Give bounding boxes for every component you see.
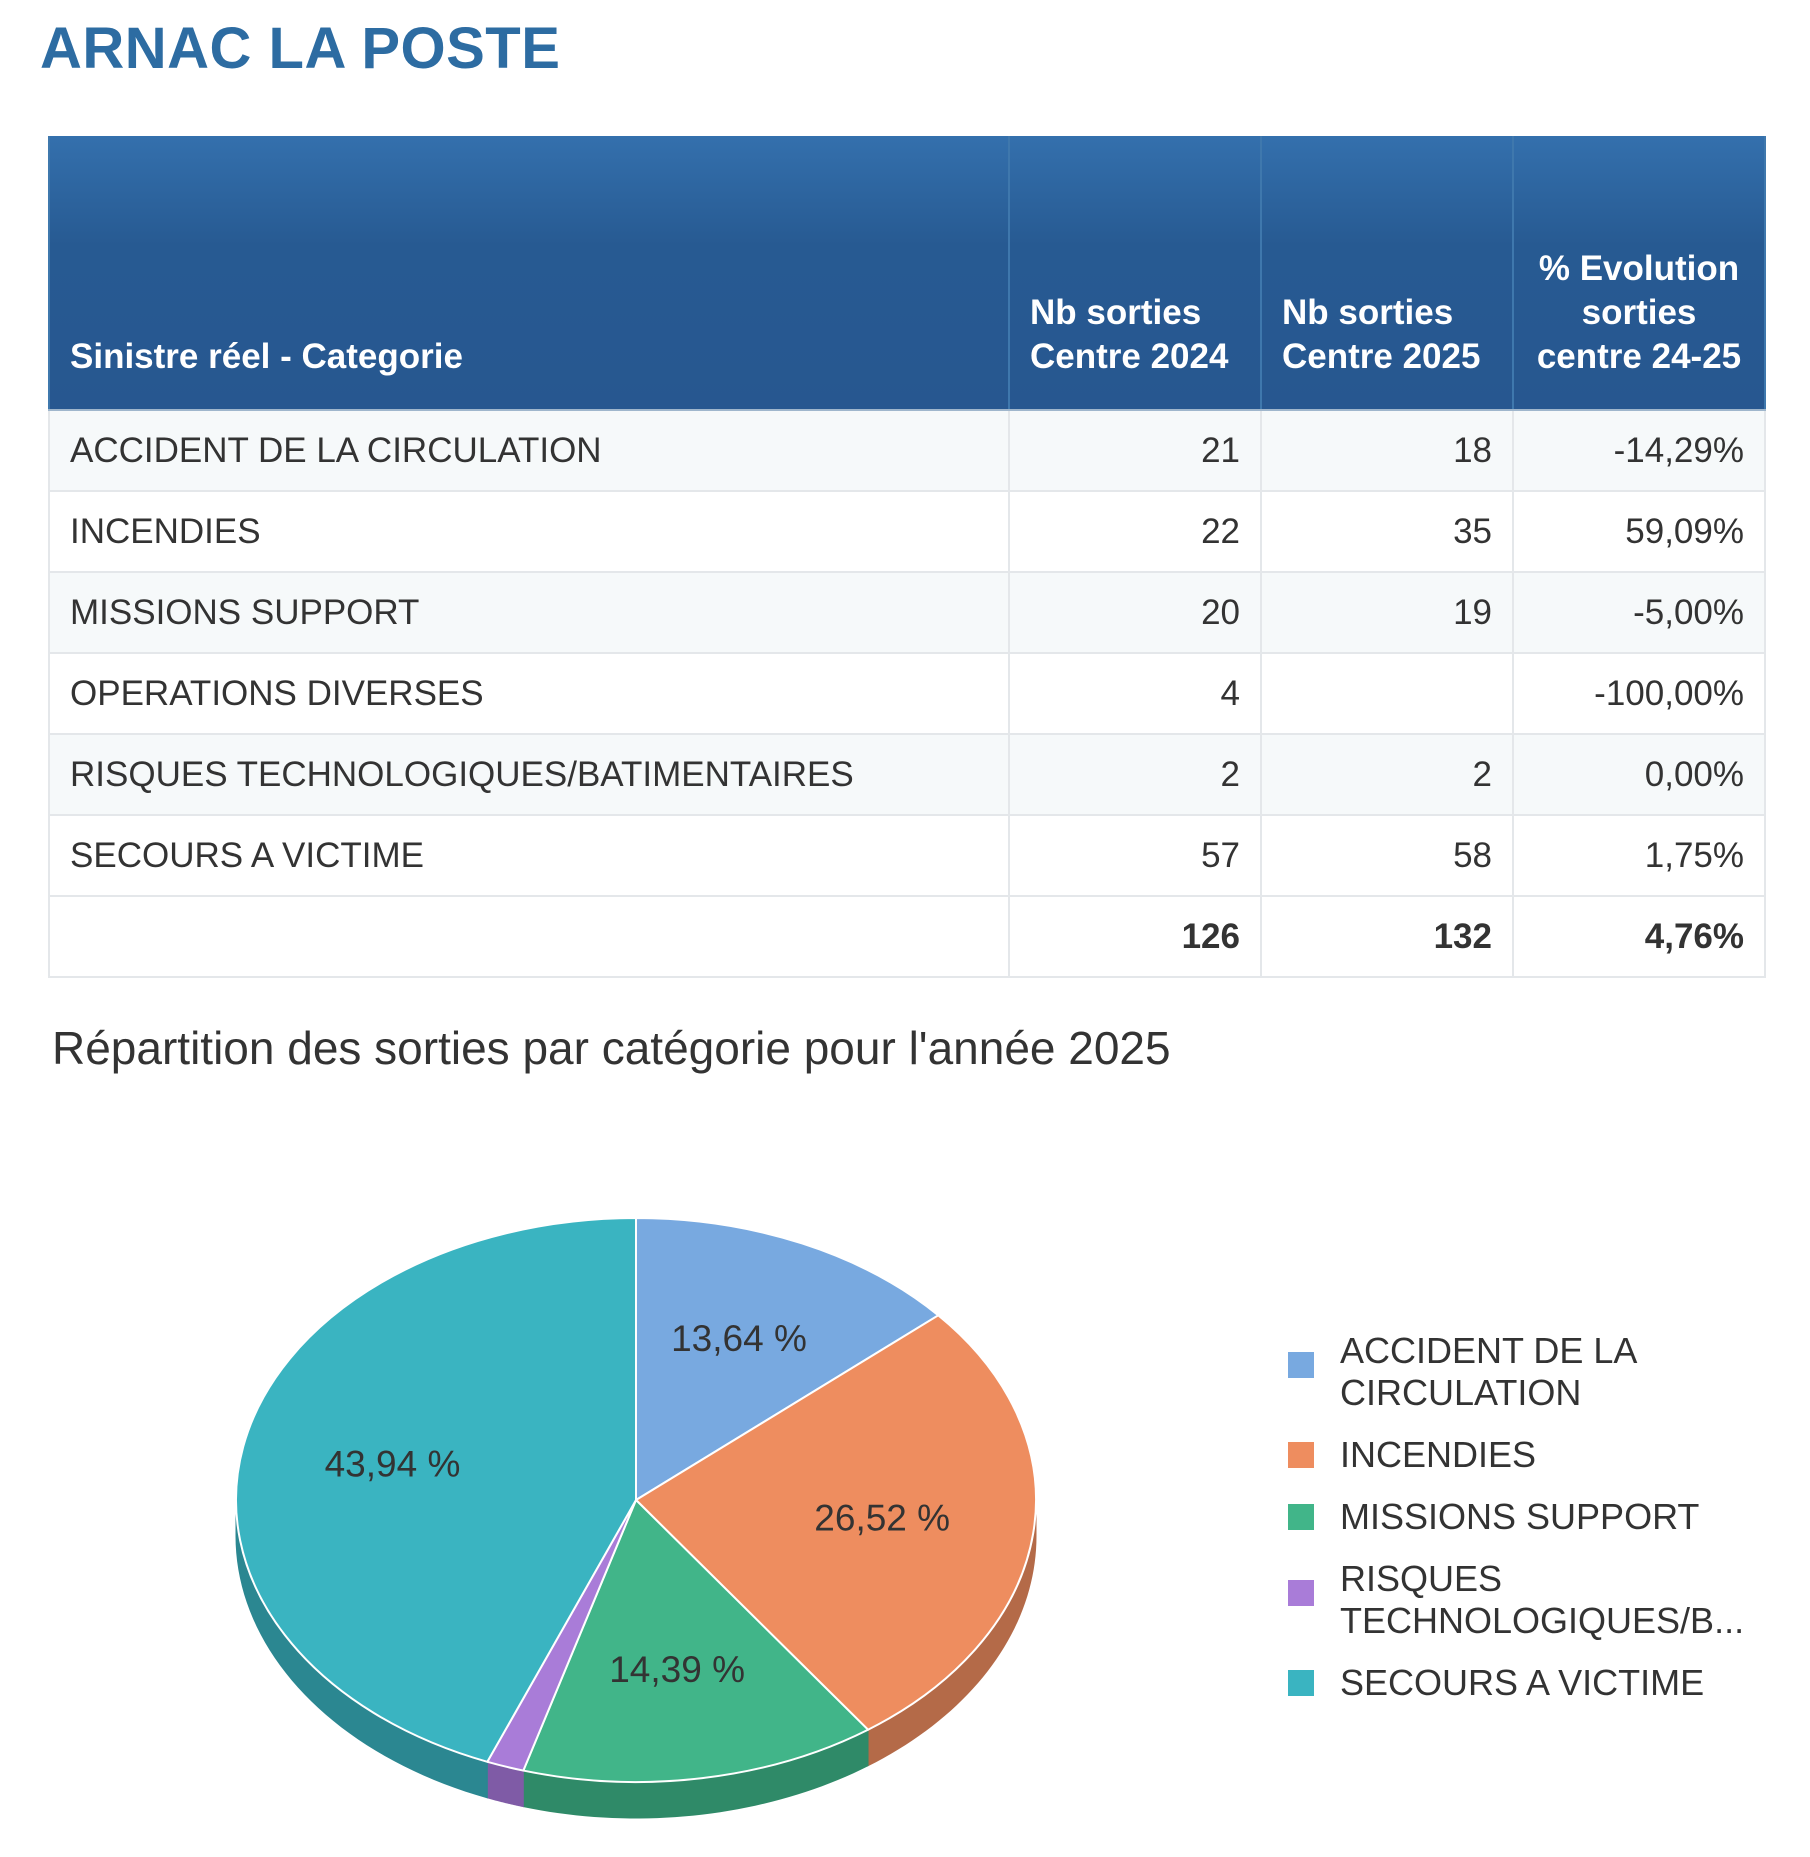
pie-slice-label: 13,64 %	[671, 1317, 807, 1359]
table-row	[49, 653, 1765, 734]
table-header-row	[49, 136, 1765, 410]
legend-label: RISQUES TECHNOLOGIQUES/B...	[1340, 1558, 1745, 1641]
legend-label: MISSIONS SUPPORT	[1340, 1496, 1700, 1537]
legend-swatch	[1288, 1504, 1314, 1530]
legend-label: INCENDIES	[1340, 1434, 1537, 1475]
pie-slice-label: 14,39 %	[609, 1649, 745, 1691]
cell-2024: 4	[1009, 653, 1261, 734]
cell-2024: 57	[1009, 815, 1261, 896]
legend-label: ACCIDENT DE LA CIRCULATION	[1340, 1330, 1636, 1413]
pie-chart	[0, 1100, 1250, 1840]
cell-categorie: MISSIONS SUPPORT	[49, 572, 1009, 653]
column-header-2025[interactable]: Nb sorties Centre 2025	[1261, 136, 1513, 410]
legend-label: SECOURS A VICTIME	[1340, 1662, 1705, 1703]
cell-2024: 2	[1009, 734, 1261, 815]
legend-item[interactable]	[1288, 1558, 1788, 1642]
column-header-categorie[interactable]: Sinistre réel - Categorie	[49, 136, 1009, 410]
column-header-2024[interactable]: Nb sorties Centre 2024	[1009, 136, 1261, 410]
cell-2025: 58	[1261, 815, 1513, 896]
legend-item[interactable]	[1288, 1662, 1788, 1704]
table-row	[49, 815, 1765, 896]
legend-swatch	[1288, 1670, 1314, 1696]
chart-legend	[1288, 1330, 1788, 1724]
cell-2024: 22	[1009, 491, 1261, 572]
table-row	[49, 572, 1765, 653]
pie-slice-label: 43,94 %	[324, 1443, 461, 1485]
cell-categorie: SECOURS A VICTIME	[49, 815, 1009, 896]
legend-swatch	[1288, 1352, 1314, 1378]
table-row	[49, 491, 1765, 572]
cell-evolution: 59,09%	[1513, 491, 1765, 572]
cell-2025	[1261, 653, 1513, 734]
cell-2025: 18	[1261, 410, 1513, 491]
cell-categorie: RISQUES TECHNOLOGIQUES/BATIMENTAIRES	[49, 734, 1009, 815]
cell-evolution: -14,29%	[1513, 410, 1765, 491]
legend-item[interactable]	[1288, 1330, 1788, 1414]
cell-evolution: -5,00%	[1513, 572, 1765, 653]
cell-2025: 35	[1261, 491, 1513, 572]
cell-2024: 21	[1009, 410, 1261, 491]
table-row	[49, 410, 1765, 491]
cell-2025: 19	[1261, 572, 1513, 653]
column-header-evolution[interactable]: % Evolution sorties centre 24-25	[1513, 136, 1765, 410]
cell-categorie: INCENDIES	[49, 491, 1009, 572]
cell-total-2024: 126	[1009, 896, 1261, 977]
cell-evolution: 0,00%	[1513, 734, 1765, 815]
cell-total-evolution: 4,76%	[1513, 896, 1765, 977]
cell-total-label	[49, 896, 1009, 977]
cell-2024: 20	[1009, 572, 1261, 653]
pie-slice-label: 26,52 %	[814, 1497, 951, 1539]
cell-2025: 2	[1261, 734, 1513, 815]
cell-total-2025: 132	[1261, 896, 1513, 977]
chart-title: Répartition des sorties par catégorie pour l'année 2025	[52, 1022, 1171, 1074]
cell-evolution: -100,00%	[1513, 653, 1765, 734]
cell-categorie: ACCIDENT DE LA CIRCULATION	[49, 410, 1009, 491]
table-total-row	[49, 896, 1765, 977]
cell-categorie: OPERATIONS DIVERSES	[49, 653, 1009, 734]
legend-swatch	[1288, 1442, 1314, 1468]
legend-swatch	[1288, 1580, 1314, 1606]
legend-item[interactable]	[1288, 1496, 1788, 1538]
data-table	[48, 136, 1766, 978]
legend-item[interactable]	[1288, 1434, 1788, 1476]
page-title: ARNAC LA POSTE	[40, 16, 561, 81]
table-row	[49, 734, 1765, 815]
cell-evolution: 1,75%	[1513, 815, 1765, 896]
